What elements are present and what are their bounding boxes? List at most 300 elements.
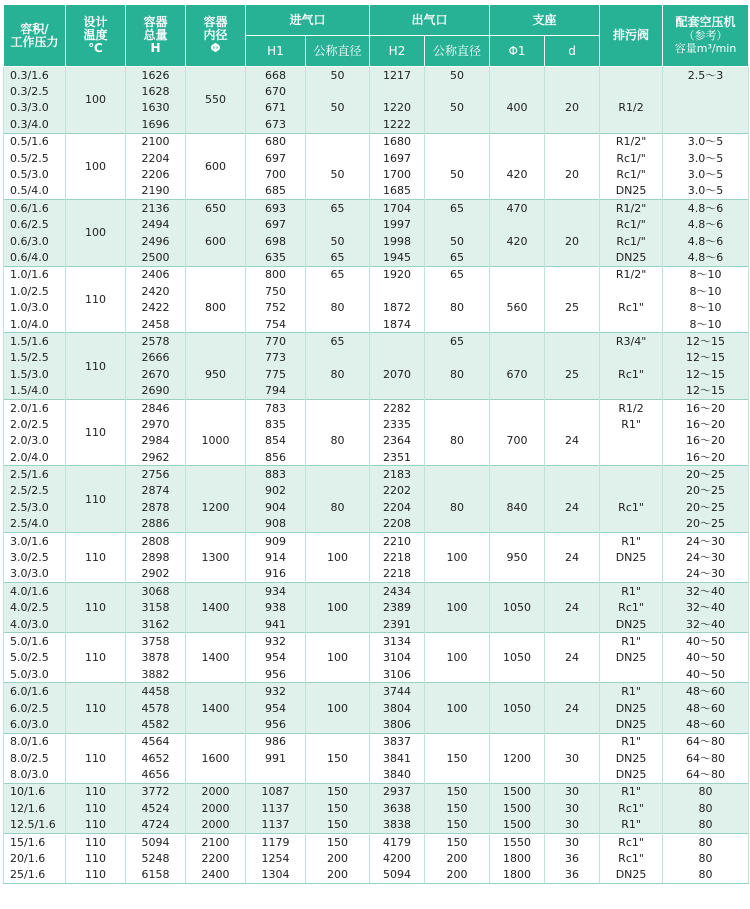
table-row (4, 817, 749, 834)
outlet-dn-cell: 200 (425, 850, 490, 866)
temp-cell: 110 (66, 583, 126, 633)
inlet-h1-cell: 700 (246, 166, 306, 182)
inlet-h1-cell: 916 (246, 566, 306, 583)
drain-cell: R1" (600, 733, 663, 750)
outlet-h2-cell (370, 83, 425, 99)
inlet-h1-cell: 941 (246, 616, 306, 633)
compressor-cell: 40～50 (663, 633, 749, 650)
outlet-dn-cell: 200 (425, 867, 490, 884)
outlet-dn-cell (425, 683, 490, 700)
support-d-cell: 20 (545, 100, 600, 116)
height-cell: 2756 (126, 466, 186, 483)
support-d-cell (545, 733, 600, 750)
inlet-h1-cell: 1137 (246, 800, 306, 816)
temp-cell: 100 (66, 133, 126, 200)
support-phi1-cell (490, 283, 545, 299)
capacity-cell: 3.0/1.6 (4, 532, 66, 549)
outlet-h2-cell: 2208 (370, 516, 425, 533)
diameter-cell (186, 566, 246, 583)
drain-cell: DN25 (600, 750, 663, 766)
compressor-cell: 8～10 (663, 299, 749, 315)
compressor-cell: 8～10 (663, 266, 749, 283)
drain-cell: DN25 (600, 650, 663, 666)
capacity-cell: 1.5/1.6 (4, 333, 66, 350)
diameter-cell (186, 449, 246, 466)
drain-cell (600, 67, 663, 84)
outlet-h2-cell: 5094 (370, 867, 425, 884)
temp-cell: 110 (66, 817, 126, 834)
capacity-cell: 1.0/1.6 (4, 266, 66, 283)
header-compressor-sub: （参考） 容量m³/min (674, 29, 737, 55)
outlet-dn-cell: 80 (425, 499, 490, 515)
outlet-dn-cell: 100 (425, 549, 490, 565)
support-phi1-cell (490, 466, 545, 483)
compressor-cell: 80 (663, 867, 749, 884)
height-cell: 1626 (126, 67, 186, 84)
support-d-cell (545, 133, 600, 150)
inlet-h1-cell: 914 (246, 549, 306, 565)
table-row (4, 333, 749, 350)
outlet-h2-cell: 1872 (370, 299, 425, 315)
outlet-dn-cell: 50 (425, 166, 490, 182)
support-phi1-cell (490, 316, 545, 333)
diameter-cell: 2000 (186, 800, 246, 816)
inlet-dn-cell: 150 (306, 750, 370, 766)
drain-cell: R1/2 (600, 100, 663, 116)
support-d-cell: 30 (545, 800, 600, 816)
outlet-dn-cell: 80 (425, 433, 490, 449)
inlet-dn-cell: 80 (306, 433, 370, 449)
header-drain-valve: 排污阀 (600, 5, 663, 67)
spec-table-container (3, 4, 748, 907)
inlet-dn-cell (306, 150, 370, 166)
compressor-cell: 80 (663, 783, 749, 800)
inlet-dn-cell: 80 (306, 499, 370, 515)
height-cell: 4578 (126, 700, 186, 716)
outlet-h2-cell: 1874 (370, 316, 425, 333)
support-d-cell (545, 633, 600, 650)
outlet-h2-cell: 3804 (370, 700, 425, 716)
outlet-dn-cell: 65 (425, 200, 490, 217)
inlet-dn-cell (306, 616, 370, 633)
outlet-dn-cell: 150 (425, 817, 490, 834)
outlet-h2-cell: 2335 (370, 416, 425, 432)
outlet-dn-cell (425, 382, 490, 399)
outlet-h2-cell (370, 350, 425, 366)
compressor-cell: 3.0～5 (663, 166, 749, 182)
header-inlet-dn: 公称直径 (306, 36, 370, 67)
inlet-dn-cell (306, 483, 370, 499)
table-row (4, 532, 749, 549)
drain-cell: DN25 (600, 183, 663, 200)
outlet-h2-cell: 1697 (370, 150, 425, 166)
support-d-cell: 24 (545, 433, 600, 449)
support-d-cell (545, 566, 600, 583)
inlet-h1-cell: 698 (246, 233, 306, 249)
support-phi1-cell (490, 133, 545, 150)
compressor-cell: 32～40 (663, 616, 749, 633)
support-d-cell (545, 266, 600, 283)
inlet-dn-cell: 65 (306, 266, 370, 283)
outlet-dn-cell: 65 (425, 333, 490, 350)
inlet-h1-cell: 991 (246, 750, 306, 766)
table-row (4, 683, 749, 700)
drain-cell (600, 316, 663, 333)
table-row (4, 399, 749, 416)
inlet-h1-cell: 956 (246, 666, 306, 683)
support-phi1-cell (490, 683, 545, 700)
support-d-cell: 36 (545, 867, 600, 884)
outlet-h2-cell: 1220 (370, 100, 425, 116)
drain-cell: Rc1" (600, 833, 663, 850)
drain-cell: Rc1/" (600, 166, 663, 182)
table-row (4, 67, 749, 84)
diameter-cell: 950 (186, 366, 246, 382)
capacity-cell: 5.0/2.5 (4, 650, 66, 666)
support-d-cell (545, 766, 600, 783)
spec-table (3, 4, 749, 884)
height-cell: 2578 (126, 333, 186, 350)
header-outlet-dn: 公称直径 (425, 36, 490, 67)
inlet-h1-cell: 956 (246, 716, 306, 733)
outlet-dn-cell: 150 (425, 750, 490, 766)
inlet-dn-cell: 50 (306, 67, 370, 84)
diameter-cell (186, 249, 246, 266)
support-phi1-cell (490, 583, 545, 600)
capacity-cell: 6.0/2.5 (4, 700, 66, 716)
inlet-dn-cell: 80 (306, 366, 370, 382)
table-row (4, 867, 749, 884)
inlet-dn-cell (306, 116, 370, 133)
inlet-dn-cell (306, 217, 370, 233)
compressor-cell: 12～15 (663, 366, 749, 382)
support-d-cell (545, 399, 600, 416)
diameter-cell: 2400 (186, 867, 246, 884)
height-cell: 2878 (126, 499, 186, 515)
outlet-dn-cell: 150 (425, 800, 490, 816)
support-phi1-cell: 670 (490, 366, 545, 382)
outlet-h2-cell: 3638 (370, 800, 425, 816)
support-phi1-cell (490, 217, 545, 233)
height-cell: 2898 (126, 549, 186, 565)
temp-cell: 110 (66, 266, 126, 333)
compressor-cell: 4.8～6 (663, 217, 749, 233)
diameter-cell (186, 416, 246, 432)
support-phi1-cell (490, 532, 545, 549)
compressor-cell: 8～10 (663, 316, 749, 333)
support-phi1-cell: 1800 (490, 850, 545, 866)
height-cell: 5248 (126, 850, 186, 866)
capacity-cell: 2.5/2.5 (4, 483, 66, 499)
support-phi1-cell: 1050 (490, 650, 545, 666)
capacity-cell: 1.5/4.0 (4, 382, 66, 399)
inlet-h1-cell: 1179 (246, 833, 306, 850)
outlet-h2-cell: 2210 (370, 532, 425, 549)
inlet-dn-cell (306, 532, 370, 549)
diameter-cell (186, 583, 246, 600)
outlet-dn-cell: 150 (425, 833, 490, 850)
inlet-dn-cell: 200 (306, 850, 370, 866)
support-phi1-cell: 700 (490, 433, 545, 449)
support-phi1-cell (490, 67, 545, 84)
temp-cell: 110 (66, 850, 126, 866)
inlet-h1-cell: 908 (246, 516, 306, 533)
inlet-dn-cell: 150 (306, 783, 370, 800)
drain-cell: Rc1/" (600, 150, 663, 166)
inlet-h1-cell: 670 (246, 83, 306, 99)
height-cell: 2496 (126, 233, 186, 249)
compressor-cell: 16～20 (663, 416, 749, 432)
diameter-cell (186, 399, 246, 416)
diameter-cell (186, 466, 246, 483)
support-d-cell: 20 (545, 233, 600, 249)
height-cell: 2422 (126, 299, 186, 315)
inlet-dn-cell: 100 (306, 650, 370, 666)
inlet-h1-cell: 1137 (246, 817, 306, 834)
diameter-cell: 2000 (186, 783, 246, 800)
table-row (4, 783, 749, 800)
diameter-cell (186, 733, 246, 750)
support-d-cell: 36 (545, 850, 600, 866)
drain-cell: DN25 (600, 249, 663, 266)
inlet-dn-cell: 100 (306, 549, 370, 565)
temp-cell: 110 (66, 783, 126, 800)
outlet-h2-cell: 4179 (370, 833, 425, 850)
table-row (4, 833, 749, 850)
outlet-h2-cell: 2937 (370, 783, 425, 800)
inlet-h1-cell: 835 (246, 416, 306, 432)
drain-cell: Rc1" (600, 366, 663, 382)
support-d-cell (545, 67, 600, 84)
table-row (4, 733, 749, 750)
outlet-h2-cell: 2183 (370, 466, 425, 483)
inlet-dn-cell: 65 (306, 333, 370, 350)
header-capacity: 容积/ 工作压力 (4, 5, 66, 67)
inlet-h1-cell: 932 (246, 683, 306, 700)
support-phi1-cell (490, 116, 545, 133)
compressor-cell: 24～30 (663, 532, 749, 549)
outlet-h2-cell: 1217 (370, 67, 425, 84)
outlet-dn-cell (425, 350, 490, 366)
compressor-cell: 4.8～6 (663, 200, 749, 217)
diameter-cell: 650 (186, 200, 246, 217)
outlet-dn-cell (425, 150, 490, 166)
outlet-dn-cell (425, 416, 490, 432)
support-d-cell (545, 449, 600, 466)
header-support-phi1: Φ1 (490, 36, 545, 67)
spec-table-body (4, 67, 749, 884)
inlet-h1-cell: 1254 (246, 850, 306, 866)
drain-cell: R1" (600, 683, 663, 700)
drain-cell: R1" (600, 416, 663, 432)
support-d-cell: 24 (545, 549, 600, 565)
drain-cell: Rc1" (600, 850, 663, 866)
drain-cell: Rc1/" (600, 217, 663, 233)
height-cell: 2206 (126, 166, 186, 182)
outlet-dn-cell (425, 399, 490, 416)
outlet-h2-cell: 2389 (370, 600, 425, 616)
outlet-h2-cell: 2070 (370, 366, 425, 382)
drain-cell: R1/2 (600, 399, 663, 416)
outlet-dn-cell: 100 (425, 700, 490, 716)
compressor-cell: 24～30 (663, 566, 749, 583)
inlet-h1-cell: 775 (246, 366, 306, 382)
diameter-cell (186, 516, 246, 533)
temp-cell: 110 (66, 733, 126, 783)
outlet-dn-cell (425, 583, 490, 600)
support-d-cell (545, 683, 600, 700)
table-row (4, 633, 749, 650)
compressor-cell: 48～60 (663, 683, 749, 700)
capacity-cell: 6.0/3.0 (4, 716, 66, 733)
inlet-h1-cell: 693 (246, 200, 306, 217)
diameter-cell: 550 (186, 67, 246, 134)
inlet-h1-cell: 635 (246, 249, 306, 266)
outlet-dn-cell: 100 (425, 600, 490, 616)
support-phi1-cell (490, 483, 545, 499)
diameter-cell: 1200 (186, 499, 246, 515)
support-phi1-cell (490, 416, 545, 432)
compressor-cell: 48～60 (663, 700, 749, 716)
temp-cell: 110 (66, 833, 126, 850)
inlet-dn-cell: 80 (306, 299, 370, 315)
capacity-cell: 5.0/1.6 (4, 633, 66, 650)
capacity-cell: 2.0/3.0 (4, 433, 66, 449)
outlet-h2-cell: 3841 (370, 750, 425, 766)
support-d-cell (545, 116, 600, 133)
support-phi1-cell (490, 399, 545, 416)
capacity-cell: 2.5/4.0 (4, 516, 66, 533)
drain-cell: DN25 (600, 867, 663, 884)
inlet-dn-cell (306, 633, 370, 650)
inlet-dn-cell (306, 416, 370, 432)
height-cell: 4582 (126, 716, 186, 733)
compressor-cell: 24～30 (663, 549, 749, 565)
compressor-cell: 12～15 (663, 350, 749, 366)
drain-cell: R1" (600, 583, 663, 600)
outlet-dn-cell (425, 766, 490, 783)
diameter-cell (186, 666, 246, 683)
outlet-dn-cell: 80 (425, 299, 490, 315)
drain-cell (600, 483, 663, 499)
temp-cell: 110 (66, 532, 126, 582)
outlet-dn-cell (425, 532, 490, 549)
inlet-h1-cell: 938 (246, 600, 306, 616)
support-phi1-cell: 560 (490, 299, 545, 315)
capacity-cell: 0.6/3.0 (4, 233, 66, 249)
drain-cell (600, 566, 663, 583)
drain-cell (600, 449, 663, 466)
inlet-h1-cell: 773 (246, 350, 306, 366)
capacity-cell: 0.3/3.0 (4, 100, 66, 116)
support-d-cell (545, 616, 600, 633)
height-cell: 2970 (126, 416, 186, 432)
drain-cell: R1" (600, 783, 663, 800)
support-d-cell (545, 249, 600, 266)
inlet-dn-cell (306, 316, 370, 333)
diameter-cell (186, 316, 246, 333)
support-phi1-cell (490, 249, 545, 266)
outlet-h2-cell: 2218 (370, 566, 425, 583)
support-d-cell: 24 (545, 499, 600, 515)
compressor-cell: 20～25 (663, 466, 749, 483)
compressor-cell (663, 83, 749, 99)
drain-cell: DN25 (600, 700, 663, 716)
inlet-dn-cell (306, 466, 370, 483)
inlet-dn-cell (306, 683, 370, 700)
support-d-cell (545, 382, 600, 399)
outlet-h2-cell: 2351 (370, 449, 425, 466)
outlet-h2-cell: 2202 (370, 483, 425, 499)
header-outlet-h2: H2 (370, 36, 425, 67)
capacity-cell: 25/1.6 (4, 867, 66, 884)
drain-cell (600, 382, 663, 399)
drain-cell: DN25 (600, 616, 663, 633)
outlet-h2-cell: 2218 (370, 549, 425, 565)
support-phi1-cell (490, 616, 545, 633)
compressor-cell: 16～20 (663, 449, 749, 466)
outlet-h2-cell (370, 382, 425, 399)
diameter-cell: 2100 (186, 833, 246, 850)
inlet-h1-cell: 986 (246, 733, 306, 750)
diameter-cell (186, 716, 246, 733)
height-cell: 2100 (126, 133, 186, 150)
support-d-cell (545, 83, 600, 99)
support-phi1-cell: 1800 (490, 867, 545, 884)
height-cell: 3772 (126, 783, 186, 800)
header-compressor-title: 配套空压机 (675, 15, 736, 29)
compressor-cell: 4.8～6 (663, 233, 749, 249)
drain-cell: R1/2" (600, 200, 663, 217)
height-cell: 2984 (126, 433, 186, 449)
outlet-h2-cell: 3744 (370, 683, 425, 700)
diameter-cell: 1600 (186, 750, 246, 766)
height-cell: 2846 (126, 399, 186, 416)
outlet-dn-cell (425, 316, 490, 333)
support-d-cell (545, 416, 600, 432)
inlet-dn-cell (306, 83, 370, 99)
header-support: 支座 (490, 5, 600, 36)
height-cell: 2494 (126, 217, 186, 233)
diameter-cell: 2000 (186, 817, 246, 834)
height-cell: 2902 (126, 566, 186, 583)
outlet-dn-cell: 50 (425, 67, 490, 84)
support-phi1-cell (490, 733, 545, 750)
outlet-dn-cell: 50 (425, 233, 490, 249)
inlet-dn-cell: 50 (306, 100, 370, 116)
diameter-cell: 1400 (186, 650, 246, 666)
inlet-dn-cell (306, 666, 370, 683)
compressor-cell: 80 (663, 850, 749, 866)
temp-cell: 100 (66, 67, 126, 134)
capacity-cell: 0.6/2.5 (4, 217, 66, 233)
inlet-h1-cell: 1087 (246, 783, 306, 800)
diameter-cell (186, 217, 246, 233)
capacity-cell: 0.3/4.0 (4, 116, 66, 133)
support-phi1-cell (490, 766, 545, 783)
outlet-h2-cell: 1920 (370, 266, 425, 283)
header-inner-diameter: 容器 内径 Φ (186, 5, 246, 67)
outlet-dn-cell: 150 (425, 783, 490, 800)
temp-cell: 110 (66, 683, 126, 733)
inlet-h1-cell: 904 (246, 499, 306, 515)
compressor-cell: 3.0～5 (663, 133, 749, 150)
diameter-cell: 1300 (186, 549, 246, 565)
inlet-dn-cell (306, 583, 370, 600)
capacity-cell: 8.0/2.5 (4, 750, 66, 766)
support-phi1-cell: 420 (490, 233, 545, 249)
compressor-cell: 64～80 (663, 733, 749, 750)
